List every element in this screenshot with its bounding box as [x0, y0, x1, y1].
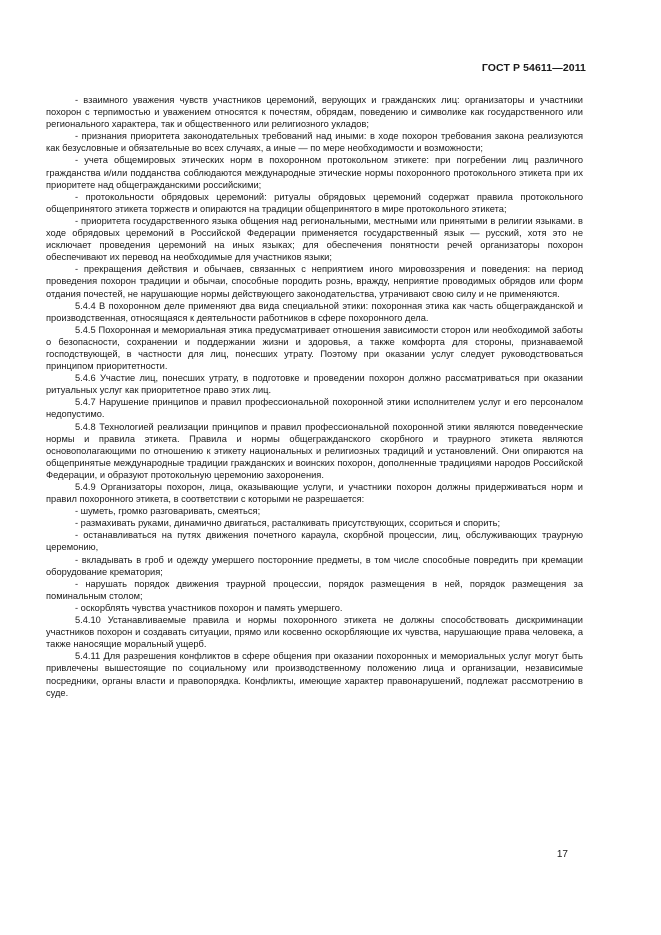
paragraph: - взаимного уважения чувств участников церемоний, верующих и гражданских лиц: организаторы и участники похорон с терпимостью и уважением относятся к почестям, обрядам, поведению и символике как государственного или регионального характера, так и общественного или религиозного укладов; [46, 95, 583, 130]
paragraph: 5.4.11 Для разрешения конфликтов в сфере общения при оказании похоронных и мемориальных услуг могут быть привлечены вышестоящие по социальному или производственному положению лица и организации, независимые посредники, органы власти и правопорядка. Конфликты, имеющие характер правонарушений, подлежат рассмотрению в суде. [46, 651, 583, 698]
paragraph: - приоритета государственного языка общения над региональными, местными или принятыми в религии языками. в ходе обрядовых церемоний в Российской Федерации применяется государственный язык — русский, хотя это не исключает проведения церемоний на иных языках; для обеспечения понятности речей организаторы похорон обеспечивают их перевод на необходимые для участников языки; [46, 215, 583, 263]
list-item: - останавливаться на путях движения почетного караула, скорбной процессии, лиц, обслуживающих траурную церемонию, [46, 530, 583, 553]
paragraph: 5.4.4 В похоронном деле применяют два вида специальной этики: похоронная этика как часть общегражданской и производственная, относящаяся к деятельности работников в сфере похоронного дела. [46, 300, 583, 323]
paragraph: - прекращения действия и обычаев, связанных с неприятием иного мировоззрения и поведения: на период проведения похорон традиции и обычаи, способные породить рознь, вражду, неприятие проводимых обрядов или форм отдания почестей, не нарушающие нормы действующего законодательства, утрачивают свою силу и не применяются. [46, 264, 583, 299]
list-item: - размахивать руками, динамично двигаться, расталкивать присутствующих, ссориться и спорить; [75, 518, 501, 529]
page-number: 17 [556, 849, 568, 860]
standard-header: ГОСТ Р 54611—2011 [481, 62, 586, 74]
paragraph: - признания приоритета законодательных требований над иными: в ходе похорон требования закона реализуются как безусловные и обязательные во всех случаях, а иные — по мере необходимости и возможности; [46, 131, 583, 154]
paragraph: 5.4.7 Нарушение принципов и правил профессиональной похоронной этики исполнителем услуг и его персоналом недопустимо. [46, 397, 583, 420]
list-item: - нарушать порядок движения траурной процессии, порядок размещения в ней, порядок размещения за поминальным столом; [46, 578, 583, 601]
list-item: - вкладывать в гроб и одежду умершего посторонние предметы, в том числе способные повредить при кремации оборудование крематория; [46, 554, 583, 577]
paragraph: 5.4.6 Участие лиц, понесших утрату, в подготовке и проведении похорон должно рассматриваться при оказании ритуальных услуг как приоритетное право этих лиц. [46, 373, 583, 396]
paragraph: 5.4.9 Организаторы похорон, лица, оказывающие услуги, и участники похорон должны придерживаться норм и правил похоронного этикета, в соответствии с которыми не разрешается: [46, 482, 583, 505]
paragraph: 5.4.10 Устанавливаемые правила и нормы похоронного этикета не должны способствовать дискриминации участников похорон и создавать ситуации, прямо или косвенно оскорбляющие их чувства, нарушающие права человека, а также наносящие моральный ущерб. [46, 615, 583, 650]
document-body [46, 94, 583, 699]
list-item: - шуметь, громко разговаривать, смеяться; [75, 506, 261, 517]
list-item: - оскорблять чувства участников похорон и память умершего. [75, 602, 343, 613]
paragraph: 5.4.5 Похоронная и мемориальная этика предусматривает отношения зависимости сторон или необходимой заботы о безопасности, сохранении и поддержании жизни и здоровья, а также комфорта для стороны, признаваемой господствующей, в частности для лиц, понесших утрату. Поэтому при оказании услуг следует руководствоваться принципом приоритетности. [46, 324, 583, 372]
paragraph: - учета общемировых этических норм в похоронном протокольном этикете: при погребении лиц различного гражданства и/или подданства соблюдаются международные этические нормы похоронного протокольного этикета при их приоритете над общегражданскими российскими; [46, 155, 583, 190]
paragraph: 5.4.8 Технологией реализации принципов и правил профессиональной похоронной этики являются поведенческие нормы и правила этикета. Правила и нормы общегражданского скорбного и траурного этикета являются основополагающими по отношению к этикету национальных и религиозных традиций и установлений. Они опираются на общепринятые международные традиции гражданских и воинских похорон, дополненные традициями народов Российской Федерации, и образуют протокольную церемонию захоронения. [46, 421, 583, 480]
paragraph: - протокольности обрядовых церемоний: ритуалы обрядовых церемоний содержат правила протокольного общепринятого этикета торжеств и опираются на традиции общепринятого в мире протокольного этикета; [46, 191, 583, 214]
